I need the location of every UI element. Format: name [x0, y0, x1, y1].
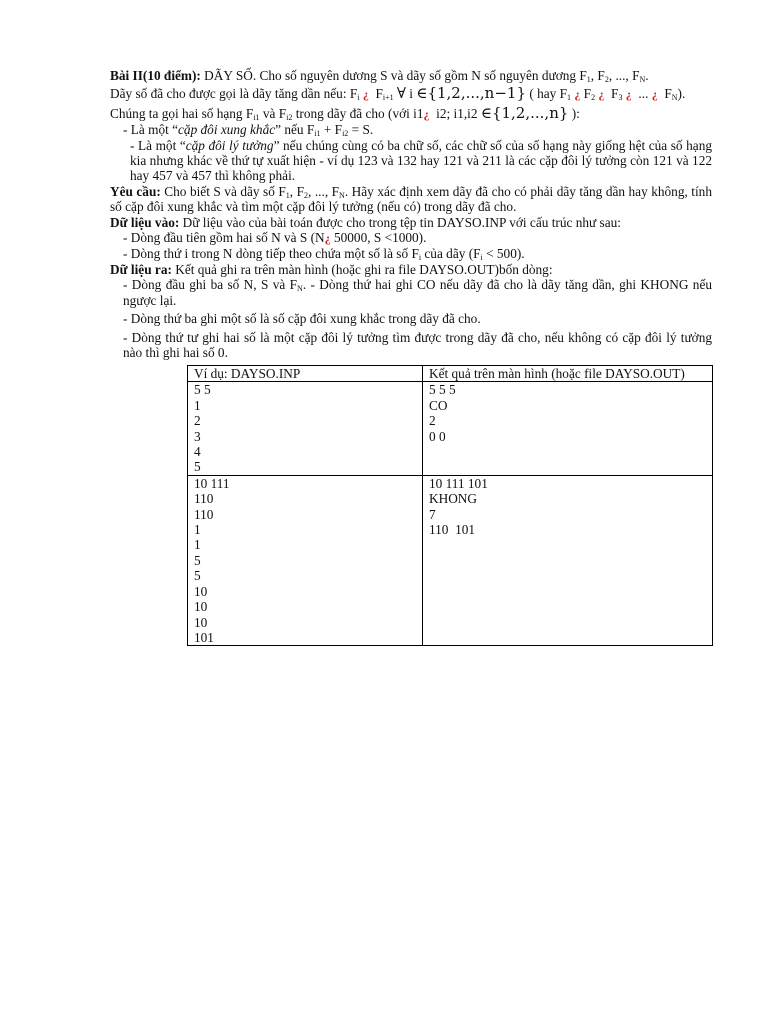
def-increasing: Dãy số đã cho được gọi là dãy tăng dần nếu: $F_i$ ¿ $F_{i+1}$ ∀ i ∈{1,2,...,n−1} ( hay $F_1$ ¿ $F_2$ ¿ $F_3$ ¿ ... ¿ $F_N$).: [110, 84, 686, 103]
table-row: [188, 475, 713, 645]
input-line-1: - Dòng đầu tiên gồm hai số N và S (N¿ 50000, S <1000).: [123, 230, 427, 246]
requirement: Yêu cầu: Cho biết S và dãy số $F_1$, $F_2$, ..., $F_N$. Hãy xác định xem dãy đã cho có phải dãy tăng dần hay không, tính số cặp đôi xung khắc và tìm một cặp đôi lý tưởng (nếu có) trong dãy đã cho.: [110, 183, 712, 215]
pair-intro: Chúng ta gọi hai số hạng $F_{i1}$ và $F_{i2}$ trong dãy đã cho (với i1¿ i2; i1,i2 ∈{1,2,...,n} ):: [110, 103, 580, 122]
example-1-input: 5 5 1 2 3 4 5: [188, 382, 423, 475]
table-header-row: [188, 366, 713, 382]
problem-heading: Bài II(10 điểm): DÃY SỐ. Cho số nguyên dương S và dãy số gồm N số nguyên dương $F_1$, $F_2$, ..., $F_N$.: [110, 68, 649, 84]
output-spec: Dữ liệu ra: Kết quả ghi ra trên màn hình (hoặc ghi ra file DAYSO.OUT)bốn dòng:: [110, 261, 553, 277]
conflict-pair-def: - Là một “cặp đôi xung khắc” nếu $F_{i1} + F_{i2} = S$.: [123, 122, 374, 139]
input-spec: Dữ liệu vào: Dữ liệu vào của bài toán được cho trong tệp tin DAYSO.INP với cấu trúc như sau:: [110, 214, 621, 230]
table-header-input: Ví dụ: DAYSO.INP: [188, 366, 423, 382]
example-1-output: 5 5 5 CO 2 0 0: [423, 382, 713, 475]
example-table: [187, 365, 713, 646]
output-line-3: - Dòng thứ ba ghi một số là số cặp đôi xung khắc trong dãy đã cho.: [123, 311, 481, 327]
example-2-output: 10 111 101 KHONG 7 110 101: [423, 475, 713, 645]
table-row: [188, 382, 713, 475]
output-line-1: - Dòng đầu ghi ba số N, S và $F_N$. - Dòng thứ hai ghi CO nếu dãy đã cho là dãy tăng dần, ghi KHONG nếu ngược lại.: [123, 277, 712, 308]
problem-text: [110, 68, 712, 360]
example-2-input: 10 111 110 110 1 1 5 5 10 10 10 101: [188, 475, 423, 645]
input-line-2: - Dòng thứ i trong N dòng tiếp theo chứa một số là số $F_i$ của dãy $(F_i < 500)$.: [123, 246, 525, 263]
ideal-pair-def: - Là một “cặp đôi lý tưởng” nếu chúng cùng có ba chữ số, các chữ số của số hạng này giống hệt của số hạng kia nhưng khác về thứ tự xuất hiện - ví dụ 123 và 132 hay 121 và 211 là các cặp đôi lý tưởng còn 121 và 122 hay 457 và 457 thì không phải.: [130, 137, 712, 184]
table-header-output: Kết quả trên màn hình (hoặc file DAYSO.OUT): [423, 366, 713, 382]
output-line-4: - Dòng thứ tư ghi hai số là một cặp đôi lý tưởng tìm được trong dãy đã cho, nếu không có cặp đôi lý tưởng nào thì ghi hai số 0.: [123, 329, 712, 360]
